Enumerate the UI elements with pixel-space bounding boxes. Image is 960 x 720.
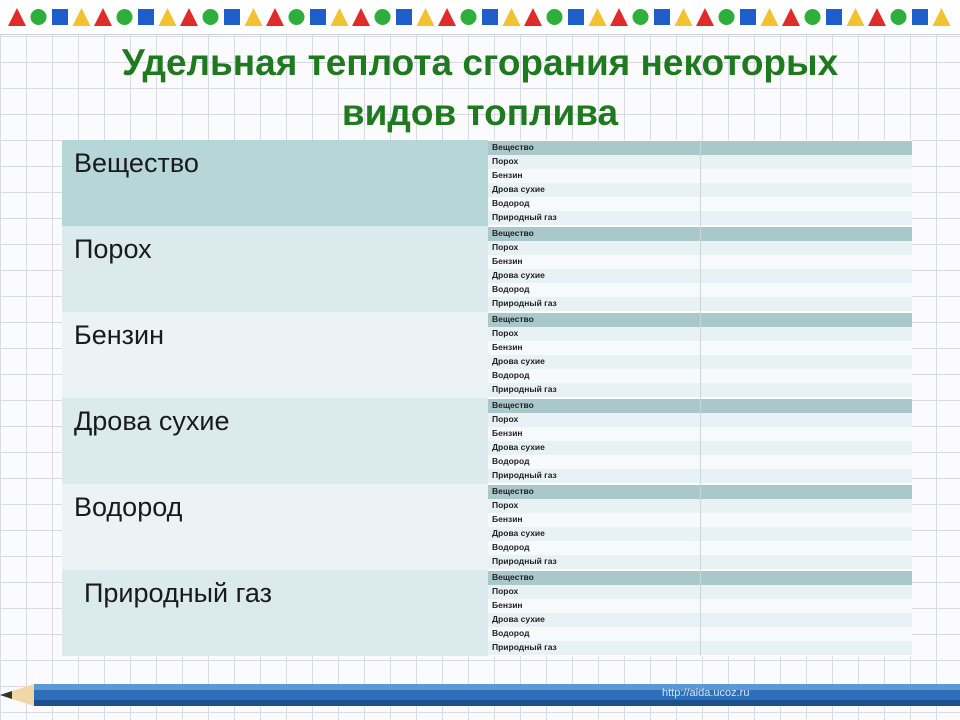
red-triangle-icon	[352, 8, 370, 26]
blue-cube-icon	[740, 9, 756, 25]
row-label: Природный газ	[84, 578, 272, 608]
green-circle-icon	[289, 9, 305, 25]
green-circle-icon	[461, 9, 477, 25]
yellow-triangle-icon	[331, 8, 349, 26]
blue-cube-icon	[482, 9, 498, 25]
green-circle-icon	[31, 9, 47, 25]
thumbnail-divider	[700, 226, 701, 312]
blue-cube-icon	[654, 9, 670, 25]
thumbnail-row-label: Дрова сухие	[492, 184, 545, 194]
page-title	[0, 38, 960, 138]
row-label: Дрова сухие	[74, 406, 230, 436]
thumbnail-row-label: Порох	[492, 328, 519, 338]
thumbnail-row-label: Бензин	[492, 428, 523, 438]
yellow-triangle-icon	[933, 8, 951, 26]
yellow-triangle-icon	[73, 8, 91, 26]
blue-cube-icon	[310, 9, 326, 25]
red-triangle-icon	[524, 8, 542, 26]
thumbnail-row-label: Водород	[492, 456, 530, 466]
table-row	[62, 226, 488, 312]
green-circle-icon	[891, 9, 907, 25]
thumbnail-row-label: Вещество	[492, 314, 534, 324]
table-row	[62, 398, 488, 484]
thumbnail-row-label: Дрова сухие	[492, 270, 545, 280]
blue-cube-icon	[138, 9, 154, 25]
red-triangle-icon	[610, 8, 628, 26]
table-header-cell	[62, 140, 488, 226]
green-circle-icon	[203, 9, 219, 25]
thumbnail-row-label: Бензин	[492, 342, 523, 352]
thumbnail-row-label: Водород	[492, 542, 530, 552]
thumbnail-table	[488, 484, 912, 570]
yellow-triangle-icon	[589, 8, 607, 26]
blue-cube-icon	[568, 9, 584, 25]
thumbnail-row-label: Водород	[492, 370, 530, 380]
yellow-triangle-icon	[761, 8, 779, 26]
thumbnail-divider	[700, 484, 701, 570]
blue-cube-icon	[52, 9, 68, 25]
thumbnail-row-label: Природный газ	[492, 470, 557, 480]
blue-cube-icon	[396, 9, 412, 25]
thumbnail-row-label: Дрова сухие	[492, 614, 545, 624]
row-label: Водород	[74, 492, 183, 522]
thumbnail-row-label: Вещество	[492, 400, 534, 410]
thumbnail-table	[488, 140, 912, 226]
thumbnail-row-label: Бензин	[492, 514, 523, 524]
blue-cube-icon	[826, 9, 842, 25]
thumbnail-divider	[700, 570, 701, 656]
thumbnail-row-label: Природный газ	[492, 298, 557, 308]
thumbnail-row-label: Дрова сухие	[492, 442, 545, 452]
red-triangle-icon	[438, 8, 456, 26]
green-circle-icon	[805, 9, 821, 25]
thumbnail-divider	[700, 140, 701, 226]
thumbnail-table	[488, 570, 912, 656]
shapes-strip-icon	[0, 0, 960, 34]
table-row	[62, 484, 488, 570]
green-circle-icon	[633, 9, 649, 25]
thumbnail-row-label: Порох	[492, 156, 519, 166]
row-label: Порох	[74, 234, 152, 264]
substance-column	[62, 140, 488, 662]
fuel-table	[62, 140, 912, 662]
red-triangle-icon	[266, 8, 284, 26]
thumbnail-row-label: Вещество	[492, 486, 534, 496]
thumbnail-row-label: Бензин	[492, 600, 523, 610]
title-line-1: Удельная теплота сгорания некоторых	[121, 42, 839, 83]
pencil-icon	[0, 682, 960, 708]
thumbnail-table	[488, 398, 912, 484]
red-triangle-icon	[868, 8, 886, 26]
thumbnail-row-label: Водород	[492, 284, 530, 294]
red-triangle-icon	[94, 8, 112, 26]
decorative-shapes-band	[0, 0, 960, 35]
thumbnail-divider	[700, 312, 701, 398]
table-header-label: Вещество	[74, 148, 199, 178]
thumbnail-row-label: Природный газ	[492, 384, 557, 394]
green-circle-icon	[117, 9, 133, 25]
yellow-triangle-icon	[245, 8, 263, 26]
red-triangle-icon	[180, 8, 198, 26]
thumbnail-row-label: Природный газ	[492, 642, 557, 652]
thumbnail-row-label: Природный газ	[492, 212, 557, 222]
thumbnail-row-label: Дрова сухие	[492, 356, 545, 366]
thumbnail-column	[488, 140, 912, 662]
green-circle-icon	[375, 9, 391, 25]
green-circle-icon	[547, 9, 563, 25]
thumbnail-row-label: Бензин	[492, 170, 523, 180]
thumbnail-row-label: Вещество	[492, 228, 534, 238]
thumbnail-row-label: Дрова сухие	[492, 528, 545, 538]
thumbnail-table	[488, 312, 912, 398]
watermark-text: http://aida.ucoz.ru	[662, 687, 750, 699]
thumbnail-row-label: Порох	[492, 500, 519, 510]
thumbnail-table	[488, 226, 912, 312]
thumbnail-divider	[700, 398, 701, 484]
yellow-triangle-icon	[675, 8, 693, 26]
thumbnail-row-label: Вещество	[492, 572, 534, 582]
red-triangle-icon	[696, 8, 714, 26]
blue-cube-icon	[224, 9, 240, 25]
thumbnail-row-label: Природный газ	[492, 556, 557, 566]
green-circle-icon	[719, 9, 735, 25]
yellow-triangle-icon	[159, 8, 177, 26]
table-row	[62, 570, 488, 656]
red-triangle-icon	[8, 8, 26, 26]
table-row	[62, 312, 488, 398]
red-triangle-icon	[782, 8, 800, 26]
yellow-triangle-icon	[503, 8, 521, 26]
thumbnail-row-label: Водород	[492, 198, 530, 208]
thumbnail-row-label: Водород	[492, 628, 530, 638]
title-line-2: видов топлива	[341, 92, 619, 133]
thumbnail-row-label: Порох	[492, 242, 519, 252]
thumbnail-row-label: Бензин	[492, 256, 523, 266]
row-label: Бензин	[74, 320, 165, 350]
thumbnail-row-label: Порох	[492, 586, 519, 596]
thumbnail-row-label: Порох	[492, 414, 519, 424]
thumbnail-row-label: Вещество	[492, 142, 534, 152]
yellow-triangle-icon	[417, 8, 435, 26]
blue-cube-icon	[912, 9, 928, 25]
yellow-triangle-icon	[847, 8, 865, 26]
